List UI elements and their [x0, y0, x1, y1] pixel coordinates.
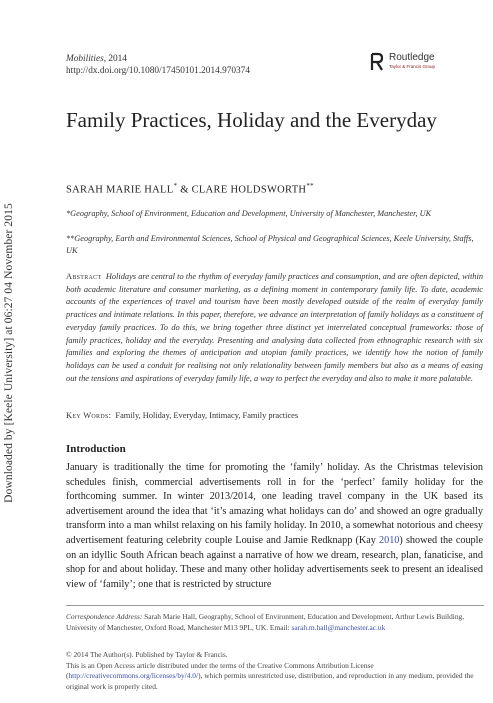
license-text-1: This is an Open Access article distributed under the terms of the Creative Commons Attribution License (	[66, 660, 374, 680]
journal-info	[66, 53, 250, 77]
journal-name: Mobilities	[66, 54, 104, 64]
abstract-text: Holidays are central to the rhythm of everyday family practices and consumption, and are often depicted, within both academic literature and consumer marketing, as a defining moment in contemporary family life. To date, academic accounts of the experiences of travel and tourism have been mostly developed outside of the realm of everyday family practices and intimate relations. In this paper, therefore, we advance an interpretation of family holidays as a constituent of everyday family practices. To do this, we bring together three distinct yet interrelated conceptual frameworks: those of family practices, holiday and the everyday. Presenting and analysing data collected from ethnographic research with six families and exploring the themes of anticipation and utopian family practices, we identify how the notion of family holidays can be used a conduit for realising not only relationality between family members but also as a means of easing out the tensions and aspirations of everyday family life, a way to perfect the everyday and also to make it more palatable.	[66, 272, 484, 383]
download-notice: Downloaded by [Keele University] at 06:27 04 November 2015	[3, 203, 15, 503]
routledge-logo-icon	[369, 52, 385, 72]
author-separator: &	[177, 184, 192, 196]
license-link[interactable]: http://creativecommons.org/licenses/by/4.0/	[68, 671, 199, 680]
author-1: SARAH MARIE HALL	[66, 184, 174, 196]
publisher-subtitle: Taylor & Francis Group	[389, 64, 436, 69]
intro-text-1: January is traditionally the time for promoting the ‘family’ holiday. As the Christmas television schedules finish, commercial advertisements roll in for the ‘perfect’ family holiday for the forthcoming summer. In winter 2013/2014, one leading travel company in the UK based its advertisement around the idea that ‘it’s amazing what holidays can do’ and showed an ogre gradually transform into a man whilst relaxing on his family holiday. In 2010, a somewhat notorious and cheesy advertisement featuring celebrity couple Louise and Jamie Redknapp (Kay	[66, 462, 483, 546]
authors	[66, 182, 314, 196]
publisher-name: Routledge	[389, 52, 435, 63]
copyright-block	[66, 650, 483, 692]
copyright-line: © 2014 The Author(s). Published by Taylor & Francis.	[66, 650, 228, 659]
abstract-label: Abstract	[66, 272, 102, 281]
citation-link[interactable]: 2010	[379, 534, 400, 546]
intro-text-2: ) showed the couple on an idyllic South African beach against a narrative of how we dream, research, plan, fanaticise, and shop for and about holiday. These and many other holiday advertisements seek to present an idealised view of ‘family’; one that is restricted by structure	[66, 534, 483, 590]
license-text-2: ), which permits unrestricted use, distribution, and reproduction in any medium, provided the original work is properly cited.	[66, 671, 474, 691]
journal-year: , 2014	[103, 54, 127, 64]
author-2: CLARE HOLDSWORTH	[191, 184, 307, 196]
keywords	[66, 411, 298, 420]
author-1-mark: *	[173, 182, 178, 190]
publisher-logo	[369, 52, 435, 72]
email-link[interactable]: sarah.m.hall@manchester.ac.uk	[291, 622, 386, 632]
author-2-mark: **	[306, 182, 314, 190]
footnote-divider	[66, 605, 484, 606]
article-title: Family Practices, Holiday and the Everyday	[66, 108, 437, 132]
download-notice-sidebar	[2, 203, 16, 503]
keywords-label: Key Words:	[66, 411, 112, 420]
introduction-paragraph	[66, 461, 483, 592]
keywords-list: Family, Holiday, Everyday, Intimacy, Family practices	[115, 411, 299, 420]
section-heading-introduction: Introduction	[66, 443, 126, 455]
correspondence-label: Correspondence Address:	[66, 612, 143, 621]
license-text	[66, 661, 483, 693]
doi-link[interactable]: http://dx.doi.org/10.1080/17450101.2014.970374	[66, 66, 250, 76]
abstract	[66, 271, 483, 385]
correspondence-text: Sarah Marie Hall, Geography, School of Environment, Education and Development, Arthur Lewis Building, University of Manchester, Oxford Road, Manchester M13 9PL, UK. Email:	[66, 612, 465, 632]
correspondence-address	[66, 612, 483, 633]
affiliation-1: *Geography, School of Environment, Education and Development, University of Manchester, Manchester, UK	[66, 209, 432, 218]
affiliation-2: **Geography, Earth and Environmental Sciences, School of Physical and Geographical Sciences, Keele University, Staffs, UK	[66, 234, 474, 256]
